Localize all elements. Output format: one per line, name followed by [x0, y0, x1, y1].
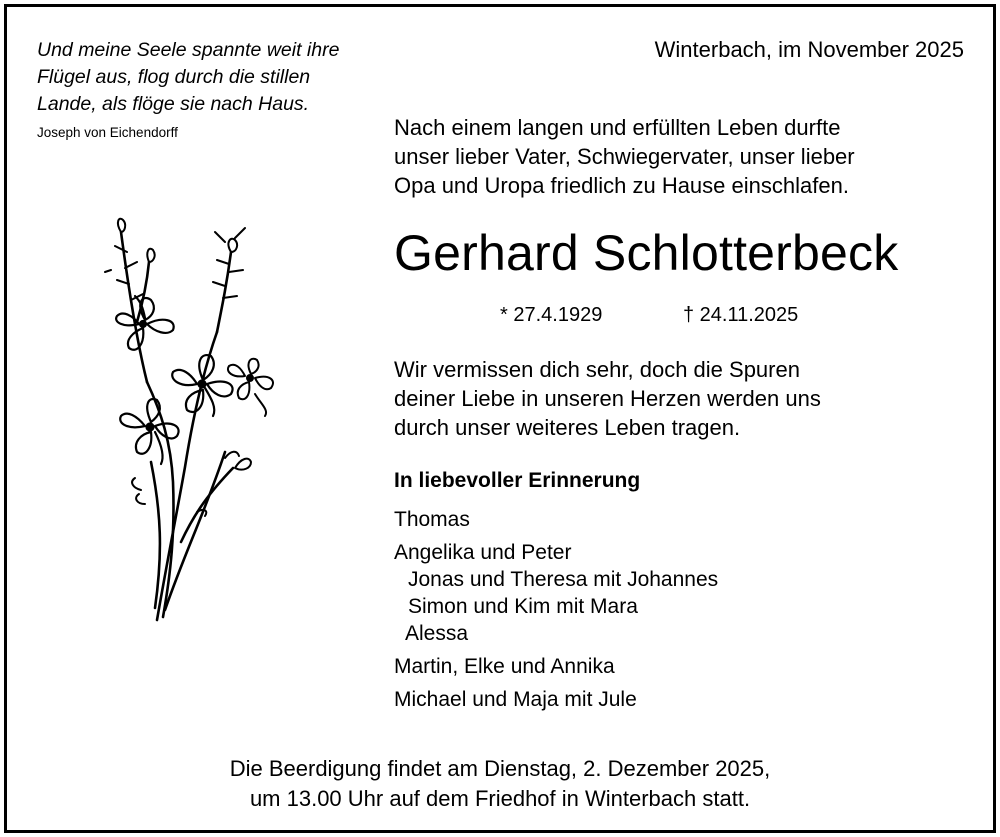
intro-line: Opa und Uropa friedlich zu Hause einschlafen. [394, 173, 849, 198]
funeral-line: um 13.00 Uhr auf dem Friedhof in Winterbach statt. [249, 786, 751, 811]
intro-text [394, 113, 855, 200]
flower-bouquet-drawing [85, 212, 295, 632]
poem-line: Flügel aus, flog durch die stillen [37, 66, 311, 88]
memorial-verse [394, 355, 821, 442]
poem-line: Lande, als flöge sie nach Haus. [37, 93, 310, 115]
deceased-name: Gerhard Schlotterbeck [394, 225, 899, 281]
intro-line: Nach einem langen und erfüllten Leben durfte [394, 115, 841, 140]
verse-line: Wir vermissen dich sehr, doch die Spuren [394, 357, 800, 382]
poem-author: Joseph von Eichendorff [37, 125, 178, 140]
mourner-line: Alessa [405, 622, 469, 645]
death-date: † 24.11.2025 [683, 304, 799, 326]
poem-quote [37, 37, 339, 118]
poem-line: Und meine Seele spannte weit ihre [37, 39, 340, 61]
intro-line: unser lieber Vater, Schwiegervater, unser lieber [394, 144, 855, 169]
mourner-line: Angelika und Peter [394, 541, 572, 564]
verse-line: deiner Liebe in unseren Herzen werden uns [394, 386, 821, 411]
mourners-heading: In liebevoller Erinnerung [394, 469, 641, 492]
mourner-line: Thomas [394, 508, 470, 531]
flower-1 [116, 296, 174, 350]
mourners-list [394, 506, 718, 713]
mourner-line: Simon und Kim mit Mara [408, 595, 638, 618]
mourner-line: Michael und Maja mit Jule [394, 688, 637, 711]
flower-3 [228, 359, 273, 416]
place-date: Winterbach, im November 2025 [654, 37, 964, 62]
funeral-line: Die Beerdigung findet am Dienstag, 2. Dezember 2025, [229, 756, 771, 781]
birth-date: * 27.4.1929 [500, 304, 603, 326]
mourner-line: Jonas und Theresa mit Johannes [408, 568, 719, 591]
funeral-info [0, 754, 1000, 814]
mourner-line: Martin, Elke und Annika [394, 655, 615, 678]
flower-2 [172, 355, 232, 416]
verse-line: durch unser weiteres Leben tragen. [394, 415, 741, 440]
